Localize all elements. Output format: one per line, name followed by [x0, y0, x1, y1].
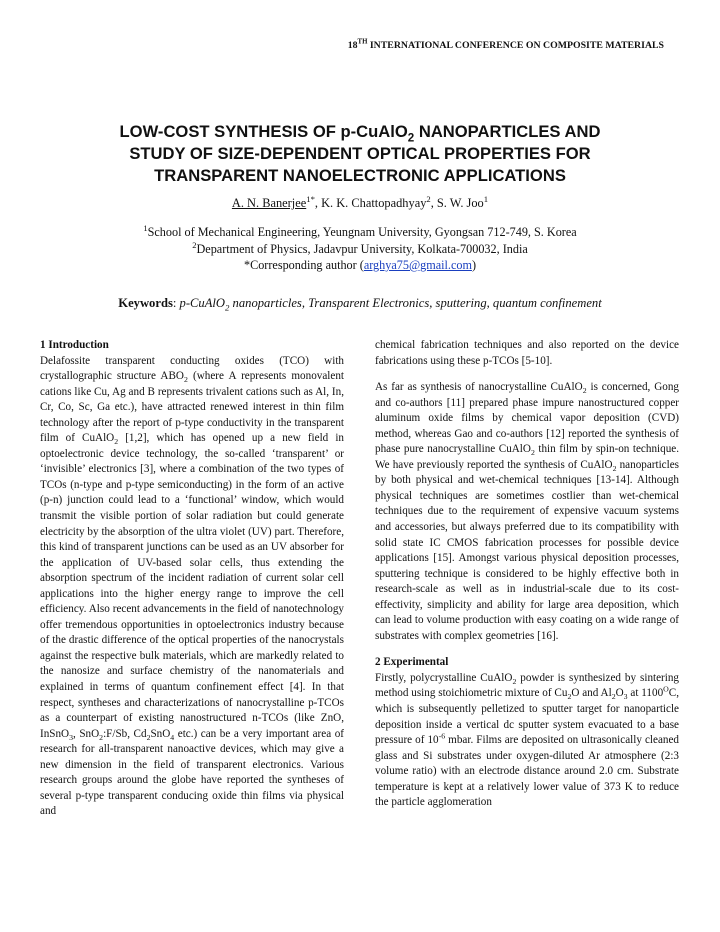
corresponding-close: ): [471, 258, 477, 272]
intro-s3: 3: [69, 732, 73, 742]
section-heading-experimental: 2 Experimental: [375, 656, 449, 669]
header-text: INTERNATIONAL CONFERENCE ON COMPOSITE MATERIALS: [367, 40, 664, 51]
syn-s1: 2: [582, 386, 587, 396]
author-1: A. N. Banerjee: [231, 196, 307, 210]
exp-t4: O: [615, 687, 624, 700]
intro-t4: , SnO: [73, 727, 100, 740]
right-column: [375, 338, 679, 811]
aff1-sup: 1: [143, 222, 148, 233]
left-column: [40, 338, 344, 820]
continuation-paragraph: chemical fabrication techniques and also reported on the device fabrications using these p-TCOs [5-10].: [375, 339, 679, 367]
author-3: , S. W. Joo: [430, 196, 484, 210]
author-2-sup: 2: [426, 193, 431, 204]
intro-t7: etc.) can be a very important area of research for all-transparent nanoactive devices, which may give a new dimension in the field of transparent electronics. Various research groups around the globe have reported the syntheses of several p-type transparent conducing oxide thin films via physical and: [40, 727, 344, 818]
syn-t2: is concerned, Gong and co-authors [11] prepared phase impure nanostructured copper aluminum oxide films by chemical vapor deposition (CVD) method, whereas Gao and co-authors [12] reported the synthesis of phase pure nanocrystalline CuAlO: [375, 381, 679, 456]
title-line1b: NANOPARTICLES AND: [414, 122, 601, 141]
intro-t1: Delafossite transparent conducting oxides (TCO) with crystallographic structure ABO: [40, 354, 344, 383]
intro-t3: [1,2], which has opened up a new field in optoelectronic device technology, the so-called ‘transparent’ or ‘invisible’ electronics [3], where a combination of the two types of TCOs (n-type and p-type semiconducting) in the form of an active (p-n) junction could lead to a ‘functional’ window, which would transmit the visible portion of solar radiation but could generate electricity by the absorption of the ultra violet (UV) part. Therefore, this kind of transparent junctions can be used as an UV absorber for the application of UV-based solar cells, thus extending the absorption spectrum of the incident radiation of current solar cell applications into the higher energy range to improve the cell efficiency. Also recent advancements in the field of nanotechnology offer tremendous opportunities in optoelectronics industry because of the drastic difference of the optical properties of the nanocrystals against the respective bulk materials, which are markedly related to the nanosize and surface chemistry of the nanomaterials and explained in terms of quantum confinement effect [4]. In that respect, syntheses and characterizations of nanocrystalline p-TCOs as a counterpart of existing nanostructured n-TCOs (like ZnO, InSnO: [40, 432, 345, 740]
author-2: , K. K. Chattopadhyay: [314, 196, 427, 210]
exp-t6: C, which is subsequently pelletized to sputter target for nanoparticle deposition inside a vertical dc sputter system evacuated to a base pressure of 10: [375, 687, 679, 747]
keywords-sub: 2: [225, 302, 230, 313]
paragraph-gap: [375, 369, 679, 380]
affiliation-1: School of Mechanical Engineering, Yeungnam University, Gyongsan 712-749, S. Korea: [147, 225, 577, 239]
author-3-sup: 1: [483, 193, 489, 204]
exp-sup1: O: [663, 684, 669, 694]
keywords-label: Keywords: [118, 296, 173, 310]
experimental-paragraph: [375, 671, 679, 811]
exp-t3: O and Al: [571, 687, 612, 700]
intro-s6: 4: [170, 732, 175, 742]
intro-s1: 2: [183, 375, 188, 385]
paragraph-gap: [375, 644, 679, 655]
author-list: [40, 193, 680, 211]
syn-t1: As far as synthesis of nanocrystalline CuAlO: [375, 381, 583, 394]
synthesis-paragraph: [375, 380, 679, 644]
introduction-paragraph: [40, 354, 344, 820]
author-1-sup: 1*: [306, 193, 315, 204]
intro-t6: SnO: [150, 727, 171, 740]
corresponding-label: *Corresponding author (: [243, 258, 364, 272]
exp-s4: 3: [623, 692, 628, 702]
syn-t3: thin film by spin-on technique. We have previously reported the synthesis of CuAlO: [375, 443, 679, 471]
email-link[interactable]: arghya75@gmail.com: [363, 258, 472, 272]
aff2-sup: 2: [192, 239, 197, 250]
exp-t5: at 1100: [627, 687, 664, 700]
syn-s2: 2: [530, 448, 535, 458]
paper-title: [40, 121, 680, 187]
keywords-text-b: nanoparticles, Transparent Electronics, sputtering, quantum confinement: [229, 296, 602, 310]
keywords-text-a: p-CuAlO: [179, 296, 225, 310]
header-sup: TH: [357, 38, 368, 46]
exp-s2: 2: [567, 692, 572, 702]
exp-t2: powder is synthesized by sintering method using stoichiometric mixture of Cu: [375, 671, 679, 700]
title-sub: 2: [407, 131, 415, 145]
exp-t7: mbar. Films are deposited on ultrasonically cleaned glass and Si substrates under oxygen-diluted Ar atmosphere (2:3 volume ratio) with an electrode distance around 2.0 cm. Substrate temperature is kept at a relatively lower value of 373 K to reduce the particle agglomeration: [375, 734, 679, 809]
title-line1a: LOW-COST SYNTHESIS OF p-CuAlO: [119, 122, 408, 141]
intro-t2: (where A represents monovalent cations like Cu, Ag and B represents trivalent cations such as Al, In, Cr, Co, Sc, Ga etc.), have attracted renewed interest in thin film technology after the report of p-type conductivity in the transparent film of CuAlO: [40, 370, 344, 445]
exp-s3: 2: [611, 692, 616, 702]
syn-t4: nanoparticles by both physical and wet-chemical techniques [13-14]. Although physical techniques are sometimes costlier than wet-chemical techniques due to the requirement of expensive vacuum systems and accessories, but always preferred due to its compatibility with solid state IC CMOS fabrication processes for possible device applications [15]. Amongst various physical deposition processes, sputtering technique is considered to be highly effective both in research-scale as well as in industrial-scale due to its cost-effectivity, simplicity and ability for large area deposition, which can lead to volume production with easy coating on a wide range of substrates with complex geometries [16].: [375, 458, 680, 642]
keywords-colon: :: [172, 296, 180, 310]
header-number: 18: [347, 40, 358, 51]
exp-sup2: -6: [438, 731, 446, 741]
intro-s2: 2: [114, 437, 119, 447]
keywords: [40, 296, 680, 311]
intro-s5: 2: [146, 732, 151, 742]
exp-s1: 2: [512, 677, 517, 687]
affiliation-2: Department of Physics, Jadavpur University, Kolkata-700032, India: [196, 241, 528, 256]
section-heading-introduction: 1 Introduction: [40, 339, 109, 351]
intro-t5: :F/Sb, Cd: [103, 727, 147, 740]
syn-s3: 2: [612, 464, 617, 474]
title-line3: TRANSPARENT NANOELECTRONIC APPLICATIONS: [154, 166, 566, 185]
exp-t1: Firstly, polycrystalline CuAlO: [375, 671, 513, 684]
title-line2: STUDY OF SIZE-DEPENDENT OPTICAL PROPERTIES FOR: [129, 144, 591, 163]
intro-s4: 2: [99, 732, 104, 742]
affiliations: [40, 224, 680, 274]
